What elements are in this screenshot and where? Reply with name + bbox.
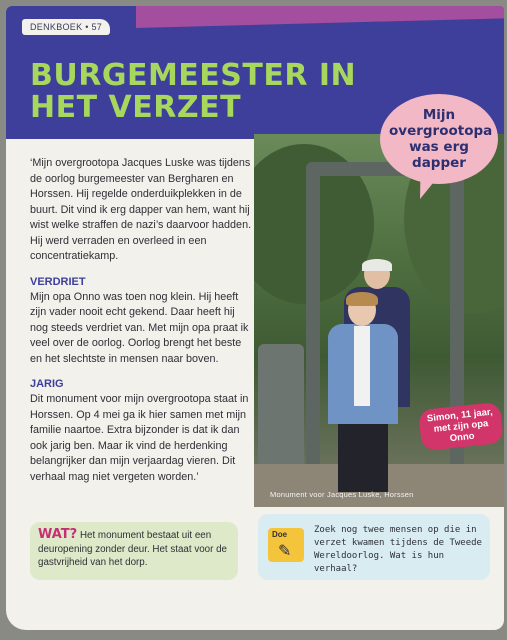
- book-page: [6, 6, 504, 630]
- doe-text: Zoek nog twee mensen op die in verzet kwamen tijdens de Tweede Wereldoorlog. Wat is hun verhaal?: [314, 525, 482, 574]
- photo-caption: Monument voor Jacques Luske, Horssen: [270, 490, 414, 499]
- section-text-jarig: Dit monument voor mijn overgrootopa staat in Horssen. Op 4 mei ga ik hier samen met mijn familie naartoe. Extra bijzonder is dat ik dan ook jarig ben. Maar ik vind de herdenking belangrijker dan mijn verjaardag vieren. Dit verhaal mag niet vergeten worden.’: [30, 393, 249, 483]
- monument-photo: [254, 134, 504, 507]
- wat-text: Het monument bestaat uit een deuropening zonder deur. Het staat voor de gastvrijheid van het dorp.: [38, 530, 227, 568]
- section-text-verdriet: Mijn opa Onno was toen nog klein. Hij heeft zijn vader nooit echt gekend. Daar heeft hij nog steeds verdriet van. Met mijn opa praat ik veel over de oorlog. Oorlog brengt het beste en het slechtste in mensen naar boven.: [30, 290, 249, 365]
- doe-badge: [268, 528, 304, 562]
- section-heading-jarig: JARIG: [30, 378, 64, 390]
- page-number-tab: DENKBOEK • 57: [22, 19, 110, 35]
- wat-info-box: [30, 522, 238, 580]
- doe-label: Doe: [272, 530, 288, 539]
- section-heading-verdriet: VERDRIET: [30, 275, 86, 288]
- page-title: [30, 60, 356, 124]
- speech-bubble-text: Mijn overgrootopa was erg dapper: [389, 107, 493, 171]
- speech-bubble: [380, 94, 498, 184]
- wat-label: WAT?: [38, 527, 78, 542]
- person-tag: Simon, 11 jaar, met zijn opa Onno: [418, 402, 504, 451]
- doe-task-box: [258, 514, 490, 580]
- title-line-1: BURGEMEESTER IN: [30, 58, 357, 93]
- title-line-2: HET VERZET: [30, 90, 242, 125]
- boy-figure: [324, 294, 402, 494]
- pencil-hand-icon: ✎: [278, 543, 292, 560]
- article-body: [30, 156, 252, 495]
- intro-paragraph: ‘Mijn overgrootopa Jacques Luske was tijdens de oorlog burgemeester van Bergharen en Horssen. Hij regelde onderduikplekken in de buurt. Dit vind ik erg dapper van hem, want hij wist welke straffen de nazi’s daarvoor hadden. Hij werd verraden en overleed in een concentratiekamp.: [30, 157, 252, 262]
